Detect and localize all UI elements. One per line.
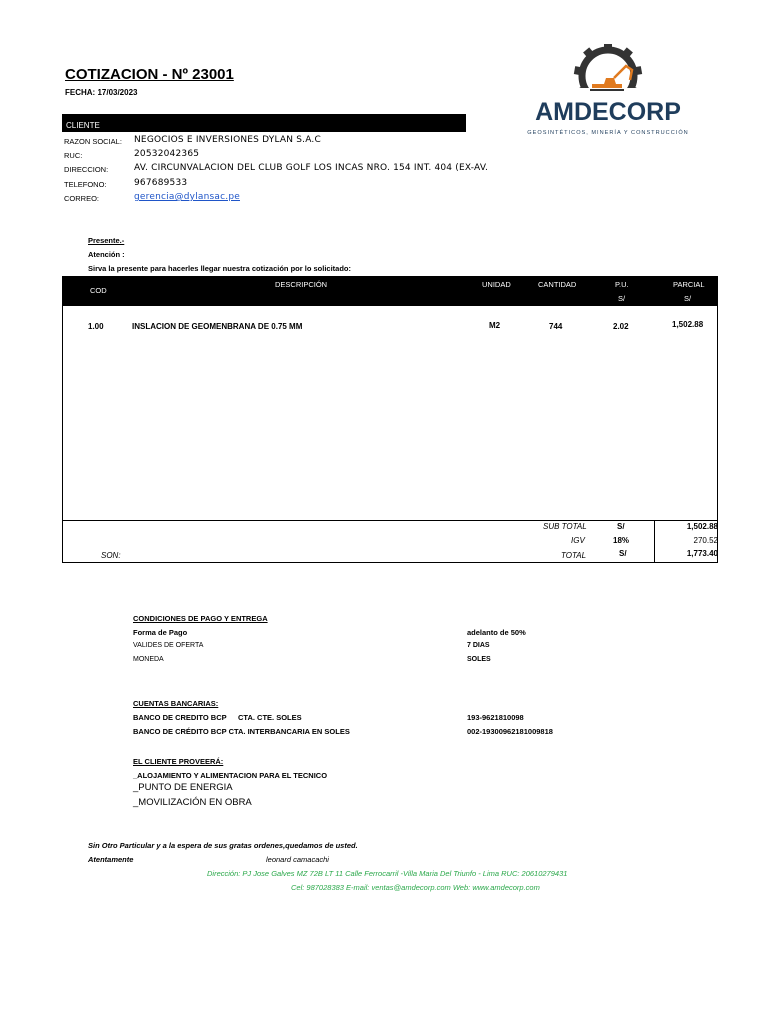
logo-tagline: GEOSINTÉTICOS, MINERÍA Y CONSTRUCCIÓN bbox=[527, 130, 689, 136]
bank-title: CUENTAS BANCARIAS: bbox=[133, 699, 219, 708]
telefono-label: TELEFONO: bbox=[64, 180, 107, 189]
correo-label: CORREO: bbox=[64, 194, 100, 203]
igv-rate: 18% bbox=[613, 536, 630, 545]
row-unidad: M2 bbox=[489, 321, 501, 330]
logo-wordmark: AMDECORP bbox=[535, 98, 681, 126]
signer-name: leonard camacachi bbox=[266, 855, 329, 864]
subtotal-value: 1,502.88 bbox=[686, 522, 718, 531]
telefono-value: 967689533 bbox=[134, 178, 188, 188]
validez-value: 7 DIAS bbox=[467, 642, 490, 649]
client-header-bar bbox=[62, 114, 466, 132]
subtotal-currency: S/ bbox=[617, 522, 625, 531]
son-label: SON: bbox=[101, 551, 121, 560]
subtotal-label: SUB TOTAL bbox=[543, 522, 587, 531]
totals-divider bbox=[62, 520, 718, 521]
ruc-value: 20532042365 bbox=[134, 149, 200, 159]
intro-text: Sirva la presente para hacerles llegar nuestra cotización por lo solicitado: bbox=[88, 264, 352, 273]
col-pu: P.U. bbox=[615, 280, 629, 289]
total-label: TOTAL bbox=[561, 551, 587, 560]
col-unidad: UNIDAD bbox=[482, 280, 511, 289]
moneda-value: SOLES bbox=[467, 656, 491, 663]
footer-address: Dirección: PJ Jose Galves MZ 72B LT 11 Calle Ferrocarril -Villa Maria Del Triunfo - Lima RUC: 20610279431 bbox=[207, 869, 568, 878]
col-descripcion: DESCRIPCIÓN bbox=[275, 280, 328, 289]
table-header bbox=[62, 276, 718, 306]
row-pu: 2.02 bbox=[613, 322, 629, 331]
bank-1-type: CTA. CTE. SOLES bbox=[238, 713, 302, 722]
total-currency: S/ bbox=[619, 549, 627, 558]
row-cod: 1.00 bbox=[88, 322, 104, 331]
conditions-title: CONDICIONES DE PAGO Y ENTREGA bbox=[133, 614, 268, 623]
gear-excavator-icon bbox=[508, 44, 708, 139]
presente-label: Presente.- bbox=[88, 236, 125, 245]
client-section-label: CLIENTE bbox=[66, 121, 100, 130]
provide-item: _ALOJAMIENTO Y ALIMENTACION PARA EL TECNICO bbox=[133, 771, 328, 780]
row-cantidad: 744 bbox=[549, 322, 563, 331]
atentamente-label: Atentamente bbox=[88, 855, 134, 864]
bank-2-number: 002-19300962181009818 bbox=[467, 727, 553, 736]
col-cantidad: CANTIDAD bbox=[538, 280, 577, 289]
quote-title: COTIZACION - Nº 23001 bbox=[65, 66, 234, 83]
provide-item: _PUNTO DE ENERGIA bbox=[133, 782, 233, 793]
igv-value: 270.52 bbox=[693, 536, 718, 545]
bank-2-name: BANCO DE CRÉDITO BCP CTA. INTERBANCARIA EN SOLES bbox=[133, 727, 350, 736]
company-logo bbox=[508, 44, 708, 139]
direccion-label: DIRECCION: bbox=[64, 165, 109, 174]
validez-label: VALIDES DE OFERTA bbox=[133, 642, 204, 649]
provide-item: _MOVILIZACIÓN EN OBRA bbox=[133, 797, 252, 808]
moneda-label: MONEDA bbox=[133, 656, 164, 663]
col-parcial-currency: S/ bbox=[684, 294, 692, 303]
direccion-value: AV. CIRCUNVALACION DEL CLUB GOLF LOS INCAS NRO. 154 INT. 404 (EX-AV. bbox=[134, 163, 489, 173]
col-pu-currency: S/ bbox=[618, 294, 626, 303]
bank-1-name: BANCO DE CREDITO BCP bbox=[133, 713, 227, 722]
razon-social-value: NEGOCIOS E INVERSIONES DYLAN S.A.C bbox=[134, 135, 321, 145]
correo-link[interactable]: gerencia@dylansac.pe bbox=[134, 192, 240, 202]
totals-vertical-divider bbox=[654, 520, 655, 563]
atencion-label: Atención : bbox=[88, 250, 125, 259]
col-parcial: PARCIAL bbox=[673, 280, 705, 289]
col-cod: COD bbox=[90, 286, 107, 295]
bank-1-number: 193-9621810098 bbox=[467, 713, 524, 722]
igv-label: IGV bbox=[571, 536, 585, 545]
ruc-label: RUC: bbox=[64, 151, 83, 160]
row-parcial: 1,502.88 bbox=[672, 320, 704, 329]
forma-pago-label: Forma de Pago bbox=[133, 628, 188, 637]
total-value: 1,773.40 bbox=[686, 549, 718, 558]
closing-text: Sin Otro Particular y a la espera de sus gratas ordenes,quedamos de usted. bbox=[88, 841, 358, 850]
row-descripcion: INSLACION DE GEOMENBRANA DE 0.75 MM bbox=[132, 322, 303, 331]
provide-title: EL CLIENTE PROVEERÁ: bbox=[133, 757, 224, 766]
footer-contact: Cel: 987028383 E-mail: ventas@amdecorp.com Web: www.amdecorp.com bbox=[291, 883, 540, 892]
razon-social-label: RAZON SOCIAL: bbox=[64, 137, 122, 146]
quote-date: FECHA: 17/03/2023 bbox=[65, 88, 138, 97]
forma-pago-value: adelanto de 50% bbox=[467, 628, 526, 637]
